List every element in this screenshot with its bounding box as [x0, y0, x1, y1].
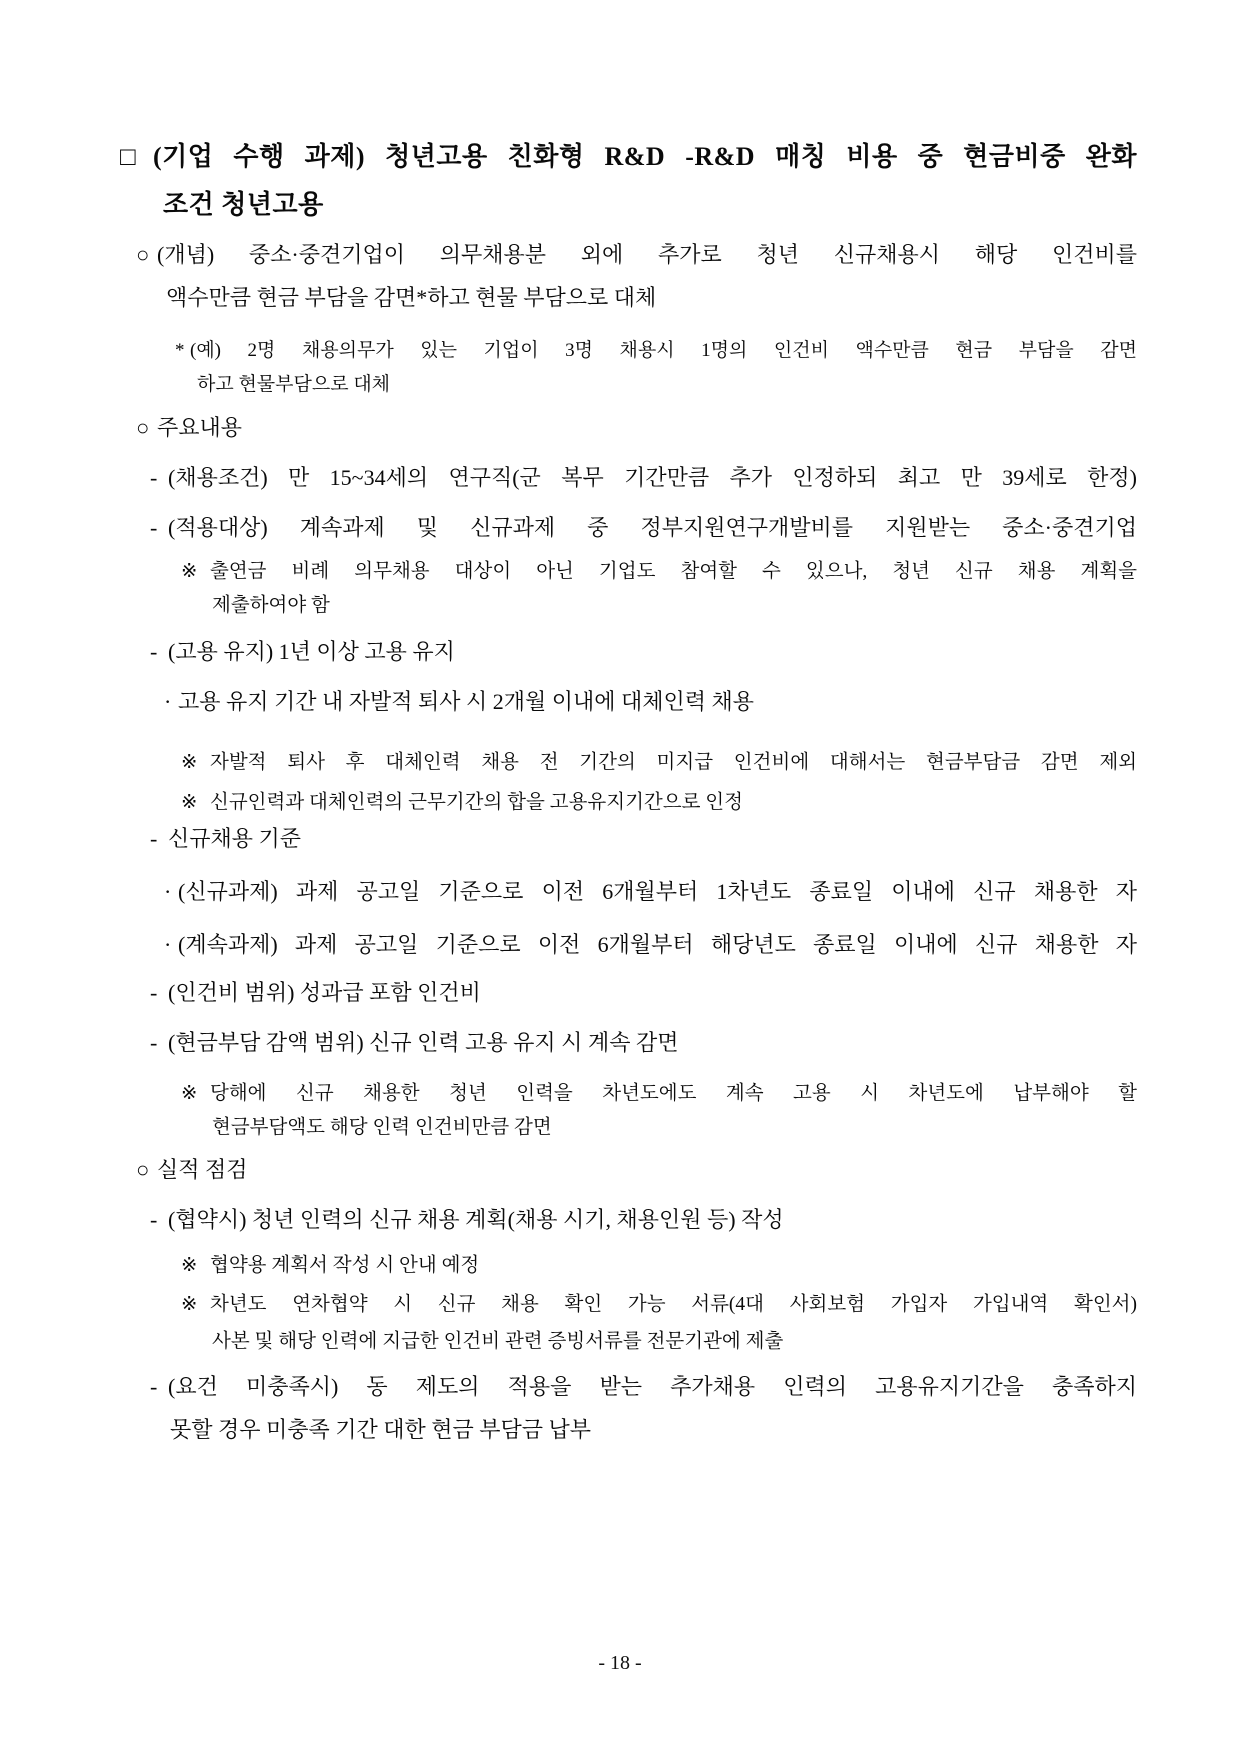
doc-line-text: (채용조건) 만 15~34세의 연구직(군 복무 기간만큼 추가 인정하되 최고 만 39세로 한정)	[168, 465, 1137, 490]
dash-bullet-marker: -	[150, 1030, 158, 1055]
dash-bullet-marker: -	[150, 465, 158, 490]
doc-line-text: 제출하여야 함	[212, 595, 330, 616]
dash-bullet-marker: -	[150, 826, 158, 851]
doc-line	[0, 976, 1240, 1010]
asterisk-marker: *	[175, 339, 185, 361]
doc-line	[0, 928, 1240, 962]
dot-bullet-marker: ·	[164, 689, 172, 714]
doc-line	[0, 635, 1240, 669]
doc-line-text: (개념) 중소·중견기업이 의무채용분 외에 추가로 청년 신규채용시 해당 인건비를	[157, 242, 1137, 267]
dash-bullet-marker: -	[150, 980, 158, 1005]
circle-bullet-marker: ○	[136, 242, 150, 267]
circle-bullet-marker: ○	[136, 1157, 150, 1182]
doc-line-text: 현금부담액도 해당 인력 인건비만큼 감면	[212, 1117, 552, 1138]
doc-line-text: (인건비 범위) 성과급 포함 인건비	[168, 980, 481, 1005]
doc-line	[0, 185, 1240, 225]
doc-line-text: (협약시) 청년 인력의 신규 채용 계획(채용 시기, 채용인원 등) 작성	[168, 1207, 784, 1232]
doc-line-text: 당해에 신규 채용한 청년 인력을 차년도에도 계속 고용 시 차년도에 납부해야 할	[210, 1083, 1137, 1104]
reference-mark-icon: ※	[181, 752, 198, 773]
doc-line	[0, 822, 1240, 856]
doc-line	[0, 1251, 1240, 1281]
doc-line-text: 액수만큼 현금 부담을 감면*하고 현물 부담으로 대체	[166, 285, 657, 310]
doc-line	[0, 1203, 1240, 1237]
doc-line	[0, 1113, 1240, 1143]
doc-line	[0, 875, 1240, 909]
doc-line-text: 협약용 계획서 작성 시 안내 예정	[210, 1255, 480, 1276]
dot-bullet-marker: ·	[164, 879, 172, 904]
dash-bullet-marker: -	[150, 639, 158, 664]
doc-line-text: (적용대상) 계속과제 및 신규과제 중 정부지원연구개발비를 지원받는 중소·중견기업	[168, 515, 1137, 540]
reference-mark-icon: ※	[181, 1255, 198, 1276]
doc-line-text: (요건 미충족시) 동 제도의 적용을 받는 추가채용 인력의 고용유지기간을 충족하지	[168, 1374, 1137, 1399]
reference-mark-icon: ※	[181, 561, 198, 582]
page-number: - 18 -	[598, 1652, 642, 1674]
doc-line	[0, 238, 1240, 272]
reference-mark-icon: ※	[181, 1083, 198, 1104]
doc-line-text: 출연금 비례 의무채용 대상이 아닌 기업도 참여할 수 있으나, 청년 신규 채용 계획을	[210, 561, 1137, 582]
doc-line-text: (예) 2명 채용의무가 있는 기업이 3명 채용시 1명의 인건비 액수만큼 현금 부담을 감면	[190, 339, 1137, 361]
doc-line	[0, 788, 1240, 818]
doc-line-text: (계속과제) 과제 공고일 기준으로 이전 6개월부터 해당년도 종료일 이내에 신규 채용한 자	[178, 932, 1137, 957]
doc-line	[0, 370, 1240, 399]
doc-line	[0, 411, 1240, 445]
dash-bullet-marker: -	[150, 515, 158, 540]
doc-line-text: 하고 현물부담으로 대체	[197, 373, 391, 395]
doc-line	[0, 591, 1240, 621]
doc-line	[0, 1327, 1240, 1357]
dash-bullet-marker: -	[150, 1374, 158, 1399]
doc-line-text: 신규채용 기준	[168, 826, 302, 851]
doc-line-text: (기업 수행 과제) 청년고용 친화형 R&D -R&D 매칭 비용 중 현금비중 완화	[153, 142, 1137, 171]
doc-line-text: 사본 및 해당 인력에 지급한 인건비 관련 증빙서류를 전문기관에 제출	[212, 1331, 784, 1352]
doc-line	[0, 1026, 1240, 1060]
dash-bullet-marker: -	[150, 1207, 158, 1232]
doc-line-text: 신규인력과 대체인력의 근무기간의 합을 고용유지기간으로 인정	[210, 792, 743, 813]
section-box-marker: □	[120, 142, 137, 171]
doc-line-text: 차년도 연차협약 시 신규 채용 확인 가능 서류(4대 사회보험 가입자 가입내역 확인서)	[210, 1294, 1137, 1315]
doc-line	[0, 748, 1240, 778]
doc-line-text: 실적 점검	[157, 1157, 248, 1182]
doc-line	[0, 557, 1240, 587]
reference-mark-icon: ※	[181, 792, 198, 813]
doc-line-text: 못할 경우 미충족 기간 대한 현금 부담금 납부	[170, 1417, 592, 1442]
doc-line	[0, 137, 1240, 177]
doc-line-text: 주요내용	[157, 415, 243, 440]
doc-line-text: (현금부담 감액 범위) 신규 인력 고용 유지 시 계속 감면	[168, 1030, 679, 1055]
doc-line	[0, 685, 1240, 719]
doc-line	[0, 1413, 1240, 1447]
doc-line-text: (고용 유지) 1년 이상 고용 유지	[168, 639, 455, 664]
dot-bullet-marker: ·	[164, 932, 172, 957]
reference-mark-icon: ※	[181, 1294, 198, 1315]
doc-line	[0, 461, 1240, 495]
doc-line-text: 자발적 퇴사 후 대체인력 채용 전 기간의 미지급 인건비에 대해서는 현금부담금 감면 제외	[210, 752, 1137, 773]
circle-bullet-marker: ○	[136, 415, 150, 440]
doc-line	[0, 511, 1240, 545]
doc-line	[0, 1153, 1240, 1187]
doc-line-text: (신규과제) 과제 공고일 기준으로 이전 6개월부터 1차년도 종료일 이내에 신규 채용한 자	[178, 879, 1137, 904]
doc-line-text: 조건 청년고용	[163, 190, 324, 219]
doc-line	[0, 1079, 1240, 1109]
doc-line-text: 고용 유지 기간 내 자발적 퇴사 시 2개월 이내에 대체인력 채용	[178, 689, 755, 714]
doc-line	[0, 1290, 1240, 1320]
doc-line	[0, 336, 1240, 365]
doc-line	[0, 281, 1240, 315]
doc-line	[0, 1370, 1240, 1404]
